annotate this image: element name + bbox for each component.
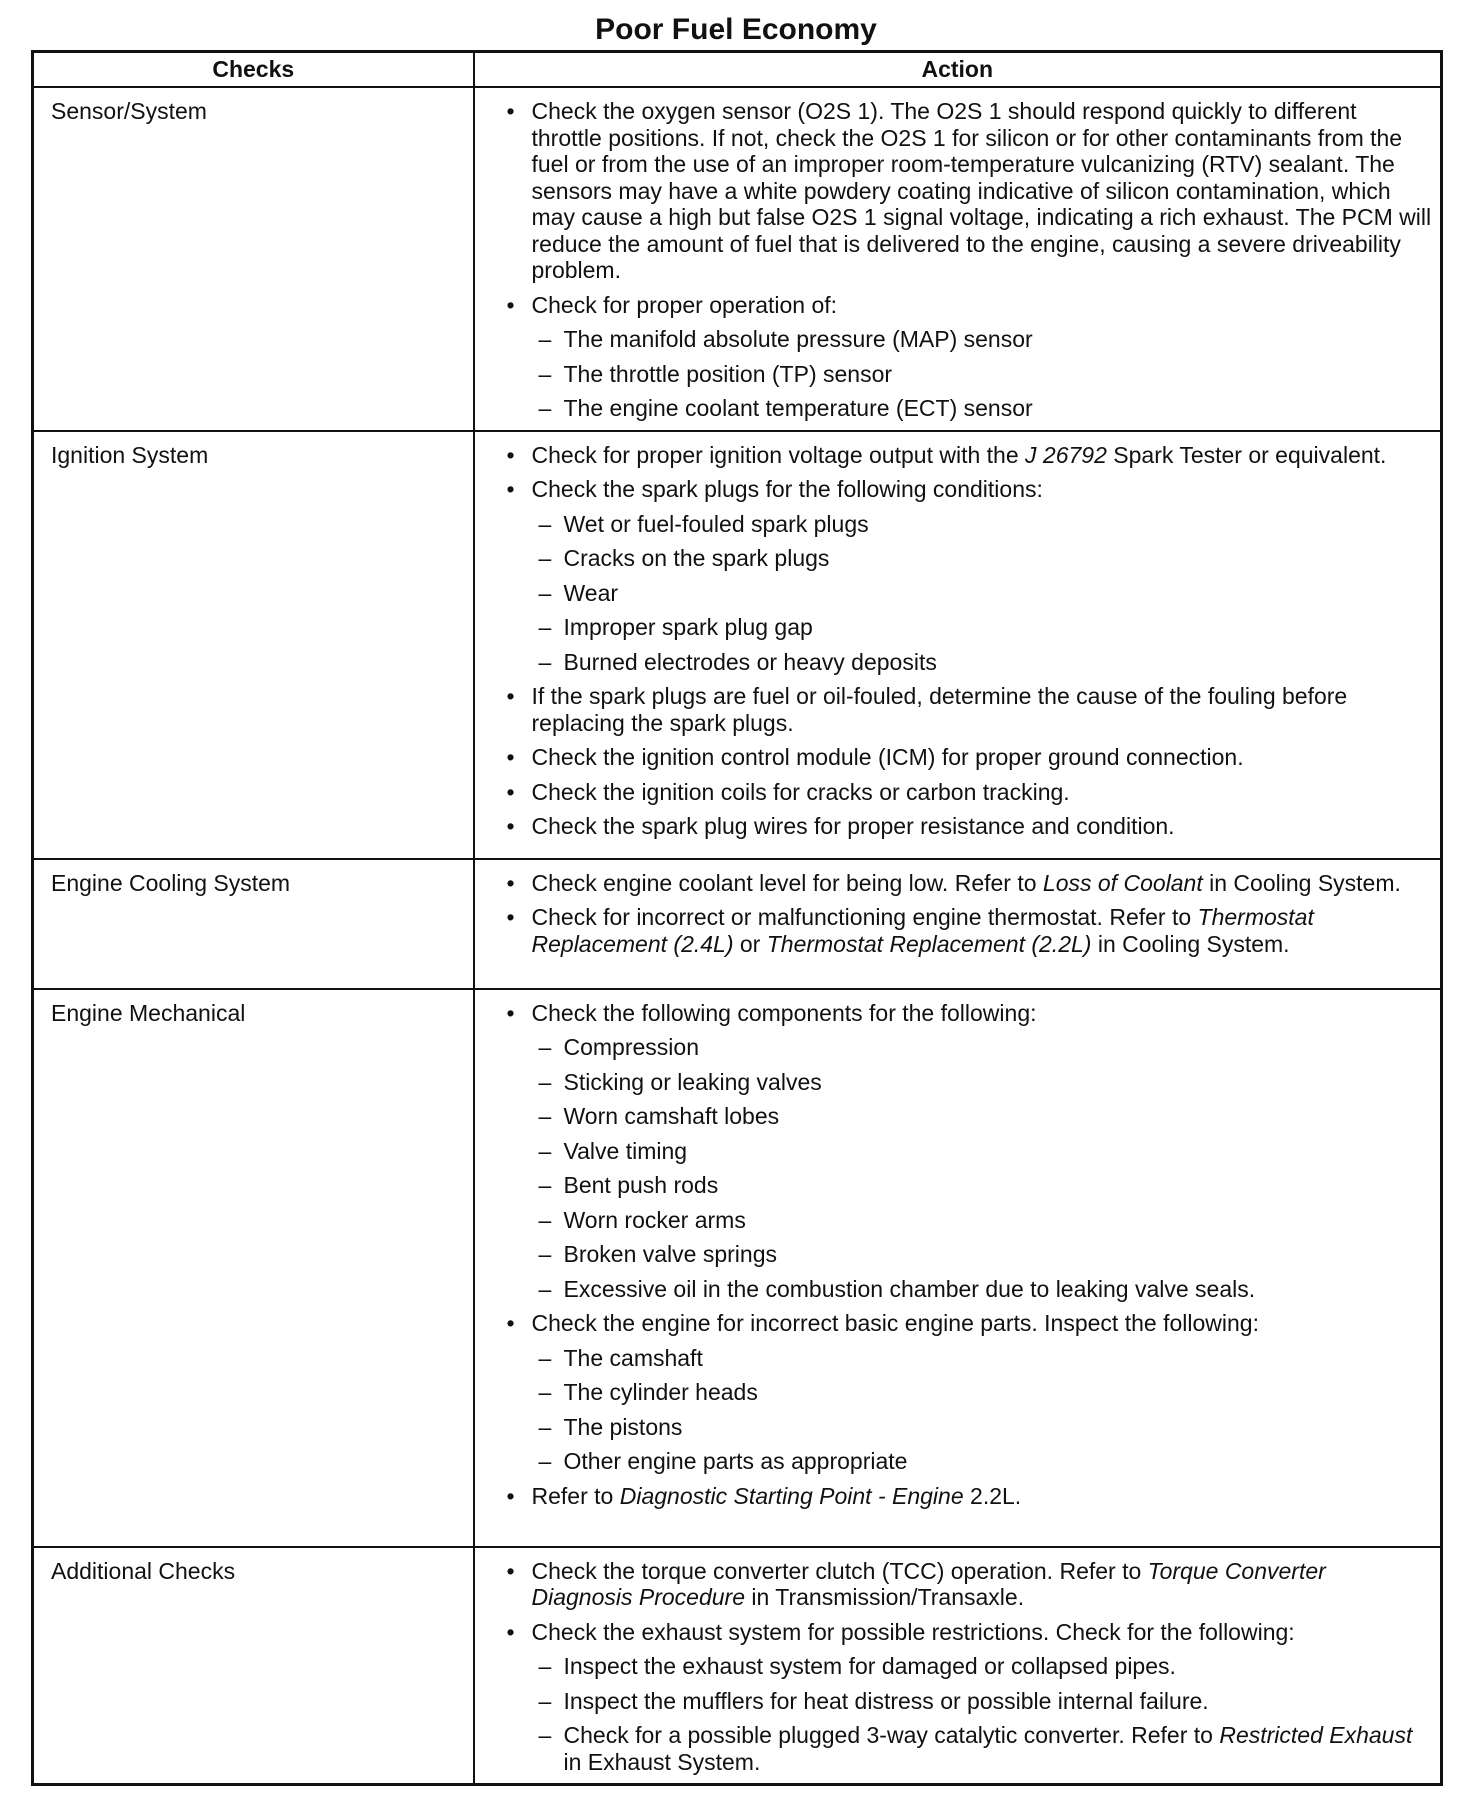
bullet-item (505, 1558, 1433, 1611)
sub-item: – Cracks on the spark plugs (505, 545, 1433, 572)
text-run: Check for proper ignition voltage output with the (531, 441, 1026, 468)
text-run: 2.2L. (963, 1482, 1022, 1509)
sub-item: – The manifold absolute pressure (MAP) sensor (505, 326, 1433, 353)
sub-item: – The cylinder heads (505, 1379, 1433, 1406)
bullet-item: • Check the following components for the following: (505, 1000, 1433, 1027)
table-row (33, 859, 1442, 989)
sub-item: – Wear (505, 580, 1433, 607)
action-cell (474, 989, 1442, 1547)
action-cell (474, 859, 1442, 989)
bullet-item (505, 904, 1433, 957)
reference-text: Loss of Coolant (1042, 869, 1203, 896)
bullet-item (505, 442, 1433, 469)
action-cell (474, 431, 1442, 859)
action-cell (474, 1547, 1442, 1785)
sub-item: – Inspect the mufflers for heat distress or possible internal failure. (505, 1688, 1433, 1715)
text-run: or (733, 930, 767, 957)
text-run: in Exhaust System. (563, 1748, 761, 1775)
bullet-item: • Check the ignition control module (ICM) for proper ground connection. (505, 744, 1433, 771)
check-cell: Ignition System (33, 431, 474, 859)
sub-item: – The pistons (505, 1414, 1433, 1441)
check-cell: Additional Checks (33, 1547, 474, 1785)
action-column-header: Action (474, 52, 1442, 88)
sub-item: – Valve timing (505, 1138, 1433, 1165)
sub-item: – Sticking or leaking valves (505, 1069, 1433, 1096)
sub-item: – Improper spark plug gap (505, 614, 1433, 641)
sub-item: – Burned electrodes or heavy deposits (505, 649, 1433, 676)
sub-item: – Bent push rods (505, 1172, 1433, 1199)
bullet-item: • Check the engine for incorrect basic engine parts. Inspect the following: (505, 1310, 1433, 1337)
bullet-item: • Check the oxygen sensor (O2S 1). The O2S 1 should respond quickly to different throttle positions. If not, check the O2S 1 for silicon or for other contaminants from the fuel or from the use of an improper room-temperature vulcanizing (RTV) sealant. The sensors may have a white powdery coating indicative of silicon contamination, which may cause a high but false O2S 1 signal voltage, indicating a rich exhaust. The PCM will reduce the amount of fuel that is delivered to the engine, causing a severe driveability problem. (505, 98, 1433, 284)
bullet-item (505, 870, 1433, 897)
sub-item: – The throttle position (TP) sensor (505, 361, 1433, 388)
text-run: Spark Tester or equivalent. (1106, 441, 1387, 468)
check-cell: Engine Mechanical (33, 989, 474, 1547)
table-row (33, 87, 1442, 431)
sub-item: – Other engine parts as appropriate (505, 1448, 1433, 1475)
sub-item: – The camshaft (505, 1345, 1433, 1372)
page-title: Poor Fuel Economy (595, 13, 877, 46)
sub-item: – Broken valve springs (505, 1241, 1433, 1268)
sub-item: – Inspect the exhaust system for damaged or collapsed pipes. (505, 1653, 1433, 1680)
table-row (33, 1547, 1442, 1785)
text-run: Check for incorrect or malfunctioning engine thermostat. Refer to (531, 904, 1198, 930)
reference-text: Thermostat Replacement (2.2L) (766, 930, 1092, 957)
table-row (33, 989, 1442, 1547)
bullet-item (505, 1483, 1433, 1510)
diagnosis-table (31, 50, 1443, 1786)
sub-item: – Worn rocker arms (505, 1207, 1433, 1234)
reference-text: J 26792 (1025, 441, 1107, 468)
bullet-item: • Check the spark plugs for the following conditions: (505, 476, 1433, 503)
sub-item: – Excessive oil in the combustion chamber due to leaking valve seals. (505, 1276, 1433, 1303)
text-run: in Cooling System. (1091, 930, 1290, 957)
text-run: Check the torque converter clutch (TCC) operation. Refer to (531, 1557, 1148, 1584)
text-run: in Cooling System. (1202, 869, 1401, 896)
check-cell: Sensor/System (33, 87, 474, 431)
reference-text: Restricted Exhaust (1219, 1722, 1413, 1748)
bullet-item: • Check the exhaust system for possible restrictions. Check for the following: (505, 1619, 1433, 1646)
bullet-item: • Check the ignition coils for cracks or carbon tracking. (505, 779, 1433, 806)
table-row (33, 431, 1442, 859)
sub-item (505, 1722, 1433, 1775)
text-run: Check engine coolant level for being low. Refer to (531, 869, 1043, 896)
reference-text: Torque Converter Diagnosis Procedure (531, 1557, 1326, 1610)
bullet-item: • Check for proper operation of: (505, 292, 1433, 319)
check-cell: Engine Cooling System (33, 859, 474, 989)
sub-item: – Worn camshaft lobes (505, 1103, 1433, 1130)
bullet-item: • Check the spark plug wires for proper resistance and condition. (505, 813, 1433, 840)
action-cell (474, 87, 1442, 431)
text-run: in Transmission/Transaxle. (745, 1584, 1025, 1610)
bullet-item: • If the spark plugs are fuel or oil-fouled, determine the cause of the fouling before replacing the spark plugs. (505, 683, 1433, 736)
sub-item: – The engine coolant temperature (ECT) sensor (505, 395, 1433, 422)
checks-column-header: Checks (33, 52, 474, 88)
table-header-row (33, 52, 1442, 88)
text-run: Check for a possible plugged 3-way catalytic converter. Refer to (563, 1722, 1220, 1748)
sub-item: – Wet or fuel-fouled spark plugs (505, 511, 1433, 538)
reference-text: Diagnostic Starting Point - Engine (619, 1482, 964, 1509)
sub-item: – Compression (505, 1034, 1433, 1061)
reference-text: Thermostat Replacement (2.4L) (531, 904, 1314, 957)
text-run: Refer to (531, 1482, 620, 1509)
